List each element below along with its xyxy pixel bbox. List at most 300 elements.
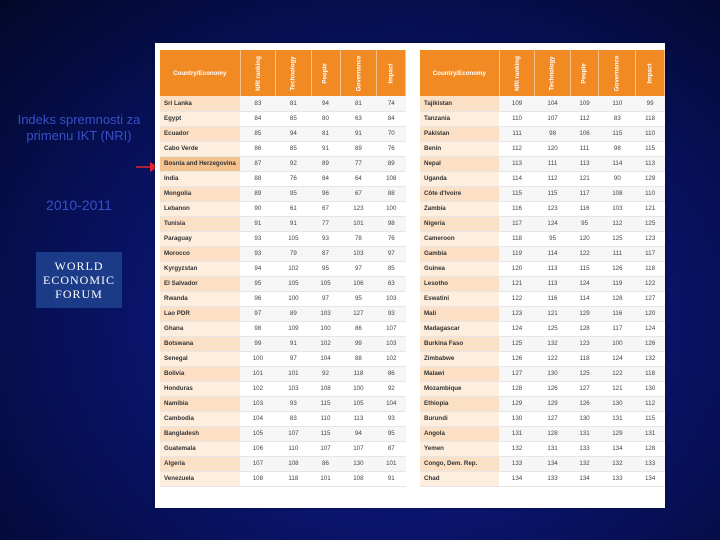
score-cell: 109 [499,96,535,111]
score-cell: 80 [311,111,340,126]
score-cell: 115 [636,141,665,156]
score-cell: 125 [636,216,665,231]
country-cell: El Salvador [160,276,240,291]
table-row [420,231,665,246]
score-cell: 113 [535,261,570,276]
score-cell: 64 [340,171,377,186]
score-cell: 133 [570,441,599,456]
score-cell: 120 [570,231,599,246]
country-cell: Benin [420,141,499,156]
table-row [420,246,665,261]
score-cell: 121 [599,381,636,396]
score-cell: 98 [535,126,570,141]
country-cell: Venezuela [160,471,240,486]
score-cell: 130 [599,396,636,411]
score-cell: 124 [636,321,665,336]
score-cell: 100 [240,351,276,366]
score-cell: 132 [599,456,636,471]
score-cell: 104 [535,96,570,111]
score-cell: 70 [377,126,406,141]
score-cell: 116 [535,291,570,306]
score-cell: 134 [570,471,599,486]
score-cell: 122 [499,291,535,306]
score-cell: 106 [340,276,377,291]
score-cell: 115 [499,186,535,201]
table-header-row [160,50,406,96]
score-cell: 123 [499,306,535,321]
score-cell: 106 [570,126,599,141]
country-cell: Madagascar [420,321,499,336]
column-header [499,50,535,96]
table-row [160,396,406,411]
table-row [160,261,406,276]
country-cell: Angola [420,426,499,441]
score-cell: 99 [636,96,665,111]
score-cell: 102 [377,351,406,366]
score-cell: 67 [340,186,377,201]
score-cell: 131 [499,426,535,441]
table-body [160,96,406,486]
score-cell: 103 [340,246,377,261]
score-cell: 111 [570,141,599,156]
country-cell: Eswatini [420,291,499,306]
column-header [311,50,340,96]
score-cell: 115 [570,261,599,276]
table-row [420,396,665,411]
score-cell: 121 [499,276,535,291]
score-cell: 115 [636,411,665,426]
country-cell: Ghana [160,321,240,336]
score-cell: 110 [636,186,665,201]
score-cell: 123 [636,231,665,246]
score-cell: 122 [636,276,665,291]
table-row [420,426,665,441]
table-row [160,141,406,156]
score-cell: 87 [240,156,276,171]
score-cell: 109 [276,321,311,336]
table-row [420,201,665,216]
score-cell: 89 [311,156,340,171]
country-cell: Bosnia and Herzegovina [160,156,240,171]
score-cell: 88 [240,171,276,186]
score-cell: 115 [311,396,340,411]
score-cell: 125 [499,336,535,351]
score-cell: 117 [599,321,636,336]
logo-line2: ECONOMIC [42,273,115,287]
table-row [420,291,665,306]
country-cell: Pakistan [420,126,499,141]
score-cell: 123 [535,201,570,216]
score-cell: 105 [276,276,311,291]
score-cell: 63 [340,111,377,126]
country-cell: Gambia [420,246,499,261]
score-cell: 99 [240,336,276,351]
country-cell: Egypt [160,111,240,126]
score-cell: 76 [377,231,406,246]
score-cell: 100 [599,336,636,351]
country-cell: Tanzania [420,111,499,126]
country-cell: Algeria [160,456,240,471]
score-cell: 118 [636,366,665,381]
score-cell: 131 [570,426,599,441]
score-cell: 89 [377,156,406,171]
score-cell: 108 [340,471,377,486]
score-cell: 117 [636,246,665,261]
country-cell: Lao PDR [160,306,240,321]
score-cell: 118 [276,471,311,486]
country-cell: Botswana [160,336,240,351]
score-cell: 94 [276,126,311,141]
country-cell: Yemen [420,441,499,456]
score-cell: 134 [535,456,570,471]
score-cell: 127 [636,291,665,306]
score-cell: 112 [535,171,570,186]
score-cell: 77 [340,156,377,171]
score-cell: 114 [499,171,535,186]
score-cell: 110 [276,441,311,456]
score-cell: 95 [311,261,340,276]
score-cell: 107 [311,441,340,456]
country-cell: Burundi [420,411,499,426]
score-cell: 98 [599,141,636,156]
country-cell: Namibia [160,396,240,411]
score-cell: 131 [636,426,665,441]
score-cell: 92 [276,156,311,171]
score-cell: 134 [499,471,535,486]
score-cell: 105 [240,426,276,441]
score-cell: 97 [240,306,276,321]
score-cell: 129 [636,171,665,186]
country-cell: Uganda [420,171,499,186]
score-cell: 117 [570,186,599,201]
score-cell: 106 [240,441,276,456]
score-cell: 100 [311,321,340,336]
score-cell: 103 [276,381,311,396]
score-cell: 107 [340,441,377,456]
score-cell: 118 [636,261,665,276]
table-row [160,246,406,261]
score-cell: 115 [311,426,340,441]
score-cell: 88 [340,351,377,366]
score-cell: 127 [535,411,570,426]
table-row [420,471,665,486]
score-cell: 100 [377,201,406,216]
score-cell: 87 [377,441,406,456]
score-cell: 100 [340,381,377,396]
score-cell: 85 [276,141,311,156]
country-cell: Ethiopia [420,396,499,411]
country-cell: Lesotho [420,276,499,291]
score-cell: 88 [377,186,406,201]
column-header-country [420,50,499,96]
table-row [160,186,406,201]
score-cell: 76 [276,171,311,186]
score-cell: 101 [311,471,340,486]
table-row [420,261,665,276]
score-cell: 125 [599,231,636,246]
column-header [599,50,636,96]
score-cell: 89 [240,186,276,201]
table-row [420,126,665,141]
column-header [570,50,599,96]
score-cell: 67 [311,201,340,216]
score-cell: 96 [311,186,340,201]
table-row [160,276,406,291]
table-row [420,216,665,231]
score-cell: 104 [311,351,340,366]
score-cell: 83 [240,96,276,111]
score-cell: 111 [599,246,636,261]
logo-line3: FORUM [55,287,103,301]
country-cell: Mozambique [420,381,499,396]
score-cell: 91 [311,141,340,156]
score-cell: 107 [276,426,311,441]
score-cell: 119 [599,276,636,291]
score-cell: 128 [636,441,665,456]
score-cell: 114 [535,246,570,261]
country-cell: Sri Lanka [160,96,240,111]
column-header-label: Country/Economy [173,69,227,77]
country-cell: Tajikistan [420,96,499,111]
score-cell: 112 [499,141,535,156]
country-cell: Mali [420,306,499,321]
score-cell: 115 [535,186,570,201]
column-header-label: People [581,62,589,84]
score-cell: 90 [240,201,276,216]
score-cell: 86 [240,141,276,156]
table-row [160,126,406,141]
score-cell: 128 [535,426,570,441]
score-cell: 107 [535,111,570,126]
table-row [160,96,406,111]
column-header [377,50,406,96]
column-header [340,50,377,96]
score-cell: 134 [599,441,636,456]
score-cell: 125 [570,366,599,381]
score-cell: 108 [377,171,406,186]
table-row [160,381,406,396]
score-cell: 121 [535,306,570,321]
score-cell: 126 [599,261,636,276]
score-cell: 109 [570,96,599,111]
country-cell: Kyrgyzstan [160,261,240,276]
score-cell: 93 [276,396,311,411]
country-cell: Cabo Verde [160,141,240,156]
score-cell: 93 [311,231,340,246]
score-cell: 91 [276,216,311,231]
score-cell: 76 [377,141,406,156]
column-header [276,50,311,96]
wef-logo [36,252,122,308]
table-row [420,321,665,336]
score-cell: 121 [636,201,665,216]
country-cell: Rwanda [160,291,240,306]
score-cell: 95 [276,186,311,201]
score-cell: 110 [311,411,340,426]
score-cell: 104 [240,411,276,426]
score-cell: 91 [340,126,377,141]
score-cell: 110 [636,126,665,141]
table-row [420,141,665,156]
table-row [420,381,665,396]
score-cell: 133 [535,471,570,486]
country-cell: Tunisia [160,216,240,231]
table-row [420,171,665,186]
country-cell: Malawi [420,366,499,381]
score-cell: 128 [570,321,599,336]
score-cell: 113 [535,276,570,291]
score-cell: 126 [636,336,665,351]
table-row [160,111,406,126]
score-cell: 121 [570,171,599,186]
score-cell: 95 [570,216,599,231]
score-cell: 132 [636,351,665,366]
country-cell: Mongolia [160,186,240,201]
score-cell: 92 [377,381,406,396]
score-cell: 111 [535,156,570,171]
score-cell: 110 [599,96,636,111]
score-cell: 129 [535,396,570,411]
score-cell: 103 [599,201,636,216]
score-cell: 131 [535,441,570,456]
country-cell: Burkina Faso [420,336,499,351]
score-cell: 107 [377,321,406,336]
score-cell: 133 [599,471,636,486]
score-cell: 89 [276,306,311,321]
score-cell: 114 [570,291,599,306]
table-row [420,336,665,351]
table-row [160,171,406,186]
column-header-label: Governance [613,55,621,91]
score-cell: 132 [499,441,535,456]
table-row [160,366,406,381]
country-cell: Zambia [420,201,499,216]
score-cell: 63 [377,276,406,291]
score-cell: 108 [599,186,636,201]
slide-years: 2010-2011 [46,197,112,213]
score-cell: 83 [276,411,311,426]
score-cell: 95 [535,231,570,246]
table-row [160,471,406,486]
column-header-label: Governance [354,55,362,91]
score-cell: 81 [311,126,340,141]
score-cell: 85 [240,126,276,141]
score-cell: 91 [377,471,406,486]
country-cell: Paraguay [160,231,240,246]
score-cell: 130 [499,411,535,426]
score-cell: 113 [636,156,665,171]
score-cell: 94 [240,261,276,276]
column-header-country [160,50,240,96]
table-row [420,366,665,381]
score-cell: 103 [377,336,406,351]
score-cell: 119 [499,246,535,261]
logo-line1: WORLD [54,259,104,273]
score-cell: 116 [570,201,599,216]
score-cell: 113 [499,156,535,171]
table-row [420,441,665,456]
score-cell: 83 [599,111,636,126]
score-cell: 128 [499,381,535,396]
table-row [420,111,665,126]
score-cell: 84 [240,111,276,126]
column-header [535,50,570,96]
score-cell: 124 [535,216,570,231]
score-cell: 89 [340,141,377,156]
country-cell: Lebanon [160,201,240,216]
score-cell: 96 [240,291,276,306]
nri-table-right [420,50,665,487]
score-cell: 91 [276,336,311,351]
score-cell: 81 [340,96,377,111]
score-cell: 97 [311,291,340,306]
score-cell: 128 [599,291,636,306]
score-cell: 122 [535,351,570,366]
column-header-label: Technology [289,55,297,91]
score-cell: 97 [377,246,406,261]
score-cell: 134 [636,471,665,486]
score-cell: 118 [570,351,599,366]
score-cell: 95 [377,426,406,441]
score-cell: 101 [340,216,377,231]
country-cell: Ecuador [160,126,240,141]
score-cell: 94 [311,96,340,111]
table-row [420,456,665,471]
score-cell: 129 [599,426,636,441]
table-row [160,306,406,321]
country-cell: Bangladesh [160,426,240,441]
table-row [160,351,406,366]
score-cell: 113 [570,156,599,171]
score-cell: 104 [377,396,406,411]
score-cell: 130 [535,366,570,381]
table-row [420,351,665,366]
column-header-label: Country/Economy [432,69,486,77]
score-cell: 97 [276,351,311,366]
score-cell: 103 [240,396,276,411]
score-cell: 93 [377,411,406,426]
table-row [160,321,406,336]
score-cell: 103 [377,291,406,306]
table-row [160,231,406,246]
score-cell: 120 [535,141,570,156]
column-header [240,50,276,96]
score-cell: 124 [499,321,535,336]
score-cell: 93 [240,246,276,261]
score-cell: 77 [311,216,340,231]
score-cell: 93 [377,306,406,321]
score-cell: 122 [570,246,599,261]
table-row [420,276,665,291]
country-cell: Congo, Dem. Rep. [420,456,499,471]
score-cell: 112 [599,216,636,231]
score-cell: 79 [276,246,311,261]
score-cell: 132 [570,456,599,471]
score-cell: 125 [535,321,570,336]
nri-table-left [160,50,406,487]
table-row [420,306,665,321]
score-cell: 127 [499,366,535,381]
score-cell: 101 [276,366,311,381]
table-row [160,201,406,216]
country-cell: Cameroon [420,231,499,246]
score-cell: 87 [311,246,340,261]
column-header-label: Impact [646,63,654,83]
score-cell: 112 [636,396,665,411]
score-cell: 117 [499,216,535,231]
score-cell: 118 [636,111,665,126]
column-header-label: NRI ranking [513,55,521,91]
